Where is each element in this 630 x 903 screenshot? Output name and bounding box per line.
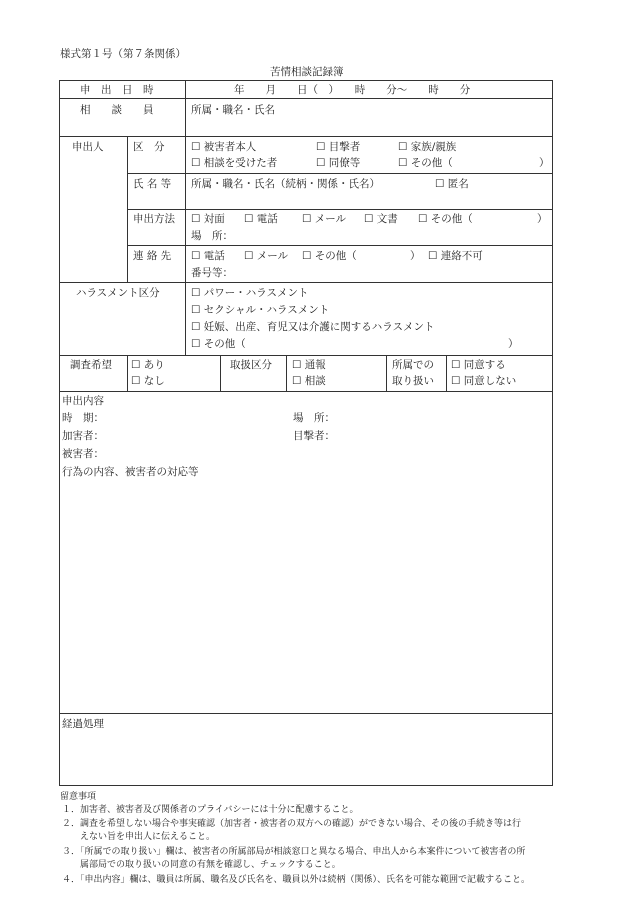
name-label: 氏 名 等 — [133, 178, 172, 190]
content-label: 申出内容 — [62, 395, 104, 407]
contact-option-other[interactable]: ☐ その他（ — [302, 250, 357, 262]
anonymous-option[interactable]: ☐ 匿名 — [435, 178, 469, 190]
progress-label: 経過処理 — [62, 718, 104, 730]
content-witness[interactable]: 目撃者： — [293, 430, 335, 442]
content-period[interactable]: 時 期： — [62, 412, 104, 424]
note-item: １．加害者、被害者及び関係者のプライバシーには十分に配慮すること。 — [62, 805, 359, 815]
method-option-email[interactable]: ☐ メール — [302, 213, 347, 225]
note-item: えない旨を申出人に伝えること。 — [62, 832, 216, 842]
harassment-label: ハラスメント区分 — [76, 287, 160, 299]
category-option-family[interactable]: ☐ 家族/親族 — [398, 141, 457, 153]
harassment-option-maternity[interactable]: ☐ 妊娠、出産、育児又は介護に関するハラスメント — [191, 321, 435, 333]
handling-label: 取扱区分 — [230, 359, 272, 371]
category-option-colleague[interactable]: ☐ 同僚等 — [316, 157, 361, 169]
dept-option-disagree[interactable]: ☐ 同意しない — [451, 375, 517, 387]
contact-option-email[interactable]: ☐ メール — [244, 250, 289, 262]
note-item: ２．調査を希望しない場合や事実確認（加害者・被害者の双方への確認）ができない場合、その後の手続き等は行 — [62, 819, 522, 829]
content-actions[interactable]: 行為の内容、被害者の対応等 — [62, 466, 199, 478]
date-value[interactable]: 年 月 日（ ） 時 分〜 時 分 — [234, 84, 471, 96]
content-victim[interactable]: 被害者： — [62, 448, 104, 460]
category-other-close: ） — [539, 157, 550, 169]
content-place[interactable]: 場 所： — [293, 412, 335, 424]
investigation-option-no[interactable]: ☐ なし — [131, 375, 165, 387]
contact-label: 連 絡 先 — [133, 250, 172, 262]
applicant-label: 申出人 — [72, 141, 104, 153]
method-other-close: ） — [537, 213, 548, 225]
dept-label-1: 所属での — [392, 359, 434, 371]
method-option-phone[interactable]: ☐ 電話 — [244, 213, 278, 225]
harassment-other-close: ） — [508, 338, 519, 350]
harassment-option-other[interactable]: ☐ その他（ — [191, 338, 246, 350]
handling-option-consult[interactable]: ☐ 相談 — [292, 375, 326, 387]
harassment-option-sexual[interactable]: ☐ セクシャル・ハラスメント — [191, 304, 330, 316]
method-label: 申出方法 — [133, 213, 175, 225]
method-option-inperson[interactable]: ☐ 対面 — [191, 213, 225, 225]
category-option-other[interactable]: ☐ その他（ — [398, 157, 453, 169]
contact-option-unreachable[interactable]: ☐ 連絡不可 — [428, 250, 483, 262]
counselor-value[interactable]: 所属・職名・氏名 — [191, 104, 275, 116]
name-value[interactable]: 所属・職名・氏名（続柄・関係・氏名） — [191, 178, 380, 190]
contact-option-phone[interactable]: ☐ 電話 — [191, 250, 225, 262]
note-item: ３．「所属での取り扱い」欄は、被害者の所属部局が相談窓口と異なる場合、申出人から本案件について被害者の所 — [62, 847, 526, 857]
investigation-option-yes[interactable]: ☐ あり — [131, 359, 165, 371]
notes-heading: 留意事項 — [60, 792, 97, 802]
note-item: ４．「申出内容」欄は、職員は所属、職名及び氏名を、職員以外は続柄（関係）、氏名を可能な範囲で記載すること。 — [62, 875, 531, 885]
dept-option-agree[interactable]: ☐ 同意する — [451, 359, 506, 371]
counselor-label: 相 談 員 — [80, 104, 154, 116]
page-title: 苦情相談記録簿 — [270, 66, 344, 78]
dept-label-2: 取り扱い — [392, 375, 434, 387]
handling-option-report[interactable]: ☐ 通報 — [292, 359, 326, 371]
investigation-label: 調査希望 — [70, 359, 112, 371]
category-label: 区 分 — [133, 141, 165, 153]
category-option-consulted[interactable]: ☐ 相談を受けた者 — [191, 157, 278, 169]
harassment-option-power[interactable]: ☐ パワー・ハラスメント — [191, 287, 309, 299]
content-perpetrator[interactable]: 加害者： — [62, 430, 104, 442]
contact-number[interactable]: 番号等： — [191, 267, 233, 279]
contact-other-close: ） — [410, 250, 421, 262]
note-item: 属部局での取り扱いの同意の有無を確認し、チェックすること。 — [62, 860, 341, 870]
form-number: 様式第１号（第７条関係） — [60, 48, 186, 60]
method-option-other[interactable]: ☐ その他（ — [418, 213, 473, 225]
method-option-document[interactable]: ☐ 文書 — [364, 213, 398, 225]
category-option-witness[interactable]: ☐ 目撃者 — [316, 141, 361, 153]
method-place[interactable]: 場 所： — [191, 230, 233, 242]
date-label: 申 出 日 時 — [80, 84, 154, 96]
category-option-victim[interactable]: ☐ 被害者本人 — [191, 141, 257, 153]
